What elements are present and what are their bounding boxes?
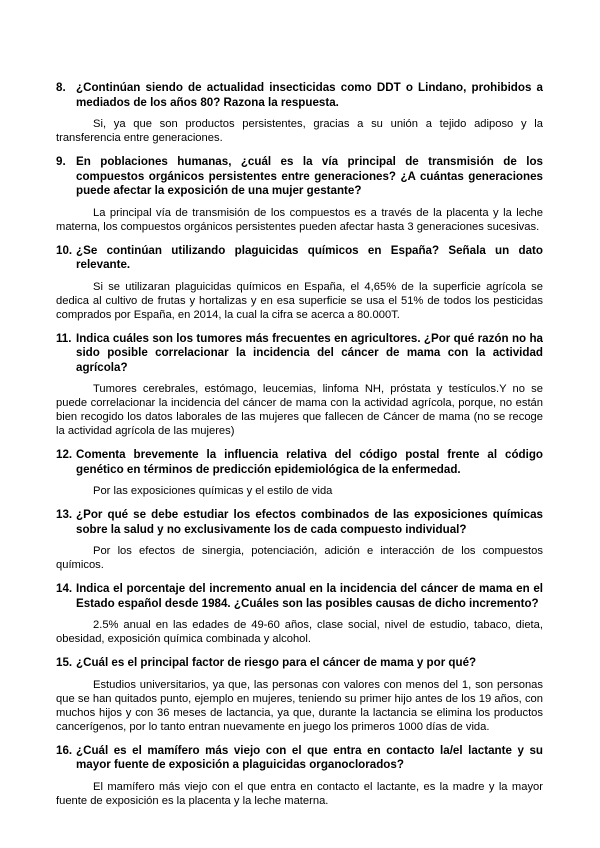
question-heading <box>56 332 543 376</box>
question-number: 10. <box>56 243 73 257</box>
question-heading <box>56 508 543 537</box>
question-number: 9. <box>56 155 66 168</box>
question-item-13 <box>56 508 543 572</box>
answer-text: Tumores cerebrales, estómago, leucemias, linfoma NH, próstata y testículos.Y no se puede correlacionar la incidencia del cáncer de mama con la actividad agrícola, porque, no están bien recogido los datos laborales de las mujeres que fallecen de Cáncer de mama (no se recoge la actividad agrícola de las mujeres) <box>56 383 543 437</box>
question-item-16 <box>56 744 543 808</box>
question-item-15 <box>56 656 543 734</box>
question-text: Comenta brevemente la influencia relativa del código postal frente al código genético en términos de predicción epidemiológica de la enfermedad. <box>76 448 543 476</box>
question-number: 15. <box>56 656 73 669</box>
question-item-11 <box>56 332 543 439</box>
question-heading <box>56 448 543 477</box>
question-text: En poblaciones humanas, ¿cuál es la vía principal de transmisión de los compuestos orgánicos persistentes entre generaciones? ¿A cuántas generaciones puede afectar la exposición de una mujer gestante? <box>76 155 543 197</box>
question-number: 11. <box>56 331 72 345</box>
question-text: ¿Continúan siendo de actualidad insecticidas como DDT o Lindano, prohibidos a mediados de los años 80? Razona la respuesta. <box>76 81 543 109</box>
question-heading <box>56 81 543 110</box>
answer-text: Estudios universitarios, ya que, las personas con valores con menos del 1, son personas que se han quitados punto, ejemplo en mujeres, teniendo su primer hijo antes de los 19 años, con muchos hijos y con 36 meses de lactancia, ya que, durante la lactancia se elimina los productos cancerígenos, por lo tanto entran nuevamente en juego los primeros 1000 días de vida. <box>56 678 543 733</box>
question-number: 16. <box>56 743 73 757</box>
question-text: ¿Se continúan utilizando plaguicidas químicos en España? Señala un dato relevante. <box>76 243 543 271</box>
answer-text: La principal vía de transmisión de los compuestos es a través de la placenta y la leche materna, los compuestos orgánicos persistentes pueden afectar hasta 3 generaciones sucesivas. <box>56 206 543 233</box>
question-text: Indica el porcentaje del incremento anual en la incidencia del cáncer de mama en el Estado español desde 1984. ¿Cuáles son las posibles causas de dicho incremento? <box>76 582 543 610</box>
answer-text: 2.5% anual en las edades de 49-60 años, clase social, nivel de estudio, tabaco, dieta, obesidad, exposición química combinada y alcohol. <box>56 619 543 645</box>
question-item-14 <box>56 582 543 646</box>
question-text: Indica cuáles son los tumores más frecuentes en agricultores. ¿Por qué razón no ha sido posible correlacionar la incidencia del cáncer de mama con la actividad agrícola? <box>76 331 543 374</box>
questions-list <box>56 81 543 818</box>
question-number: 8. <box>56 81 66 94</box>
question-item-8 <box>56 81 543 145</box>
question-number: 14. <box>56 582 73 595</box>
question-text: ¿Cuál es el principal factor de riesgo para el cáncer de mama y por qué? <box>76 656 477 669</box>
question-heading <box>56 582 543 611</box>
question-item-10 <box>56 244 543 322</box>
question-heading <box>56 744 543 773</box>
answer-text: El mamífero más viejo con el que entra en contacto el lactante, es la madre y la mayor fuente de exposición es la placenta y la leche materna. <box>56 780 543 807</box>
question-item-12 <box>56 448 543 498</box>
question-number: 13. <box>56 508 73 521</box>
question-number: 12. <box>56 448 73 461</box>
question-heading <box>56 656 543 671</box>
question-text: ¿Por qué se debe estudiar los efectos combinados de las exposiciones químicas sobre la salud y no exclusivamente los de cada compuesto individual? <box>76 508 543 536</box>
question-text: ¿Cuál es el mamífero más viejo con el que entra en contacto la/el lactante y su mayor fuente de exposición a plaguicidas organoclorados? <box>76 743 543 771</box>
answer-text: Por las exposiciones químicas y el estilo de vida <box>93 485 333 497</box>
answer-text: Si, ya que son productos persistentes, gracias a su unión a tejido adiposo y la transferencia entre generaciones. <box>56 118 543 144</box>
question-heading <box>56 155 543 199</box>
answer-text: Si se utilizaran plaguicidas químicos en España, el 4,65% de la superficie agrícola se dedica al cultivo de frutas y hortalizas y en esa superficie se usa el 51% de todos los pesticidas comprados por España, en 2014, la cual la cifra se acerca a 80.000T. <box>56 280 543 321</box>
answer-text: Por los efectos de sinergia, potenciación, adición e interacción de los compuestos químicos. <box>56 545 543 571</box>
question-heading <box>56 244 543 273</box>
question-item-9 <box>56 155 543 234</box>
